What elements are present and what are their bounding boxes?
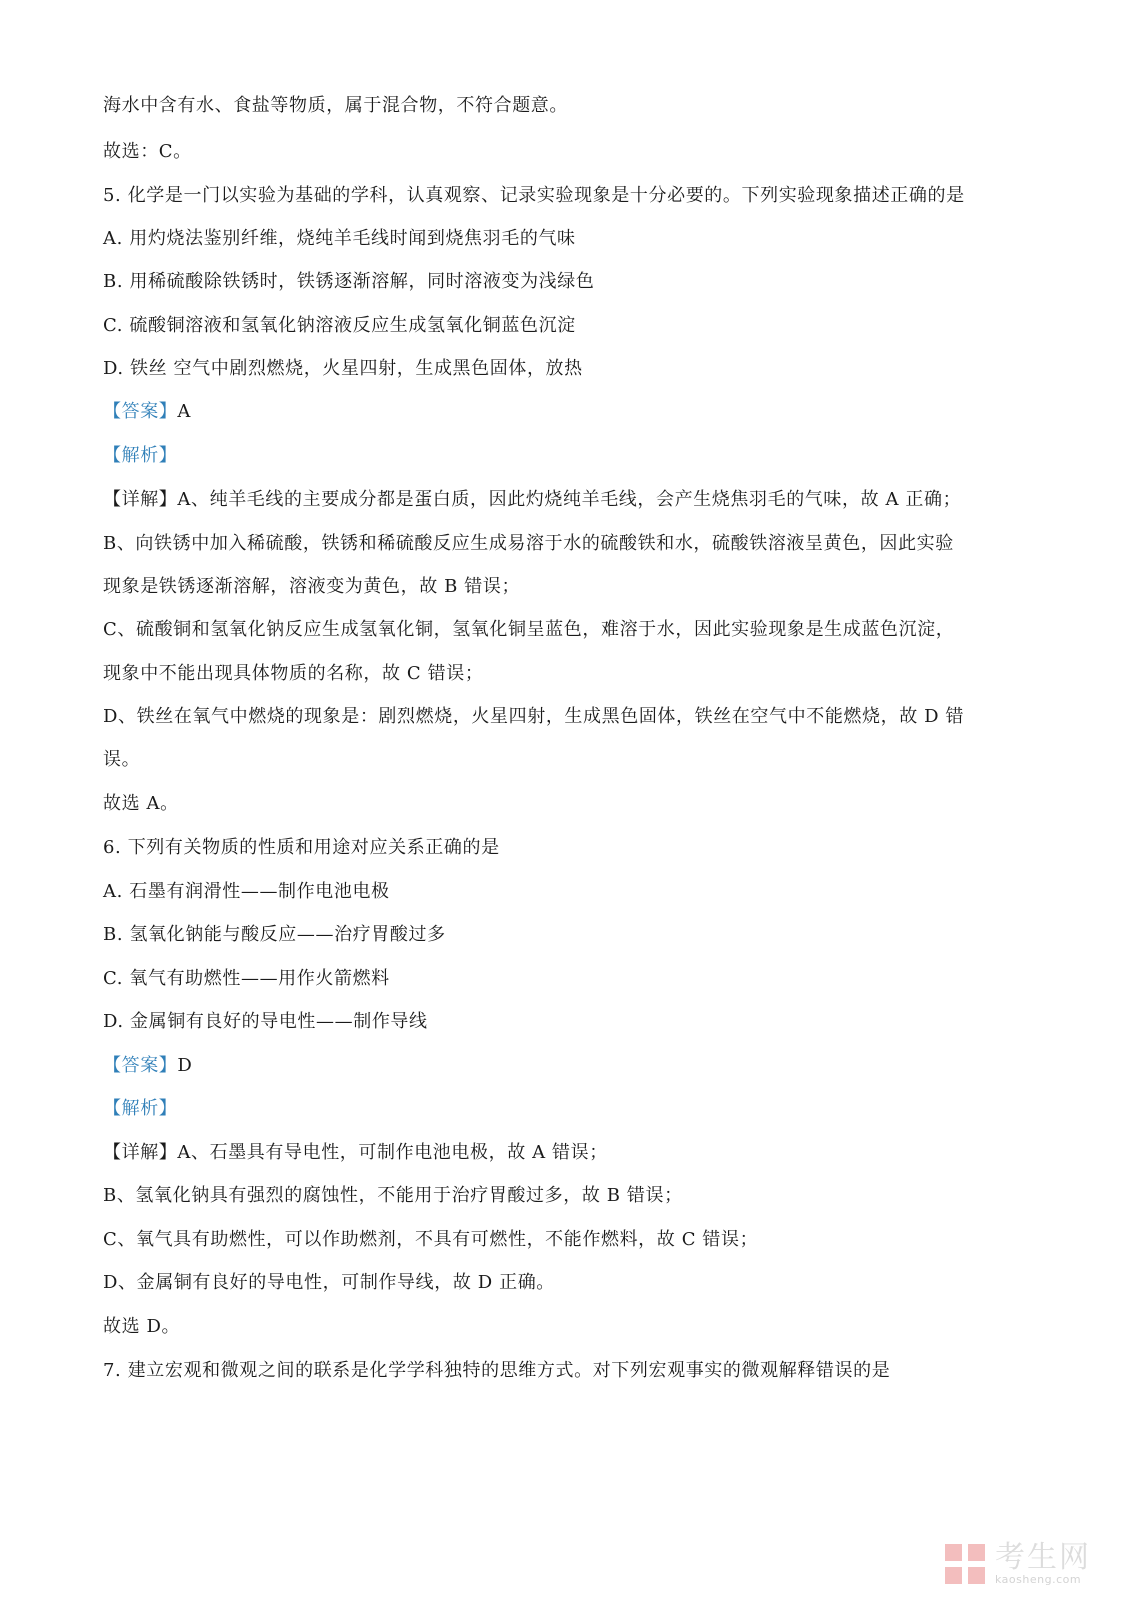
question-6-stem: 6. 下列有关物质的性质和用途对应关系正确的是 xyxy=(103,837,500,858)
q5-detail-d: D、铁丝在氧气中燃烧的现象是：剧烈燃烧，火星四射，生成黑色固体，铁丝在空气中不能燃烧，故 D 错 xyxy=(103,706,965,727)
q6-detail-a: 【详解】A、石墨具有导电性，可制作电池电极，故 A 错误； xyxy=(103,1142,608,1163)
q6-option-b: B. 氢氧化钠能与酸反应——治疗胃酸过多 xyxy=(103,924,446,945)
answer-value: A xyxy=(177,401,192,422)
q6-option-a: A. 石墨有润滑性——制作电池电极 xyxy=(103,881,390,902)
q6-detail-d: D、金属铜有良好的导电性，可制作导线，故 D 正确。 xyxy=(103,1272,555,1293)
q5-option-c: C. 硫酸铜溶液和氢氧化钠溶液反应生成氢氧化铜蓝色沉淀 xyxy=(103,315,576,336)
q5-conclusion: 故选 A。 xyxy=(103,793,179,814)
q6-analysis-tag: 【解析】 xyxy=(103,1098,178,1119)
q5-analysis-tag: 【解析】 xyxy=(103,445,178,466)
q5-answer xyxy=(103,399,191,425)
q6-conclusion: 故选 D。 xyxy=(103,1316,181,1337)
q5-detail-a: 【详解】A、纯羊毛线的主要成分都是蛋白质，因此灼烧纯羊毛线，会产生烧焦羽毛的气味，故 A 正确； xyxy=(103,489,962,510)
q5-option-d: D. 铁丝 空气中剧烈燃烧，火星四射，生成黑色固体，放热 xyxy=(103,358,583,379)
question-7-stem: 7. 建立宏观和微观之间的联系是化学学科独特的思维方式。对下列宏观事实的微观解释错误的是 xyxy=(103,1360,891,1381)
watermark-url: kaosheng.com xyxy=(995,1573,1082,1586)
q5-option-a: A. 用灼烧法鉴别纤维，烧纯羊毛线时闻到烧焦羽毛的气味 xyxy=(103,228,576,249)
q6-answer xyxy=(103,1053,192,1079)
answer-value: D xyxy=(177,1055,193,1076)
q6-detail-b: B、氢氧化钠具有强烈的腐蚀性，不能用于治疗胃酸过多，故 B 错误； xyxy=(103,1185,683,1206)
text-line: 海水中含有水、食盐等物质，属于混合物，不符合题意。 xyxy=(103,95,568,116)
q5-detail-c: C、硫酸铜和氢氧化钠反应生成氢氧化铜，氢氧化铜呈蓝色，难溶于水，因此实验现象是生成蓝色沉淀， xyxy=(103,619,955,640)
q5-detail-c-cont: 现象中不能出现具体物质的名称，故 C 错误； xyxy=(103,663,484,684)
answer-tag: 【答案】 xyxy=(103,1055,178,1076)
q5-detail-d-cont: 误。 xyxy=(103,749,141,770)
q5-detail-b: B、向铁锈中加入稀硫酸，铁锈和稀硫酸反应生成易溶于水的硫酸铁和水，硫酸铁溶液呈黄色，因此实验 xyxy=(103,533,954,554)
q6-option-d: D. 金属铜有良好的导电性——制作导线 xyxy=(103,1011,428,1032)
q6-detail-c: C、氧气具有助燃性，可以作助燃剂，不具有可燃性，不能作燃料，故 C 错误； xyxy=(103,1229,759,1250)
answer-tag: 【答案】 xyxy=(103,401,178,422)
watermark-name: 考生网 xyxy=(995,1540,1091,1575)
q5-option-b: B. 用稀硫酸除铁锈时，铁锈逐渐溶解，同时溶液变为浅绿色 xyxy=(103,271,595,292)
cross-logo-icon xyxy=(943,1542,987,1586)
q6-option-c: C. 氧气有助燃性——用作火箭燃料 xyxy=(103,968,390,989)
question-5-stem: 5. 化学是一门以实验为基础的学科，认真观察、记录实验现象是十分必要的。下列实验现象描述正确的是 xyxy=(103,185,965,206)
text-line: 故选：C。 xyxy=(103,141,192,162)
watermark xyxy=(943,1542,1091,1586)
q5-detail-b-cont: 现象是铁锈逐渐溶解，溶液变为黄色，故 B 错误； xyxy=(103,576,521,597)
